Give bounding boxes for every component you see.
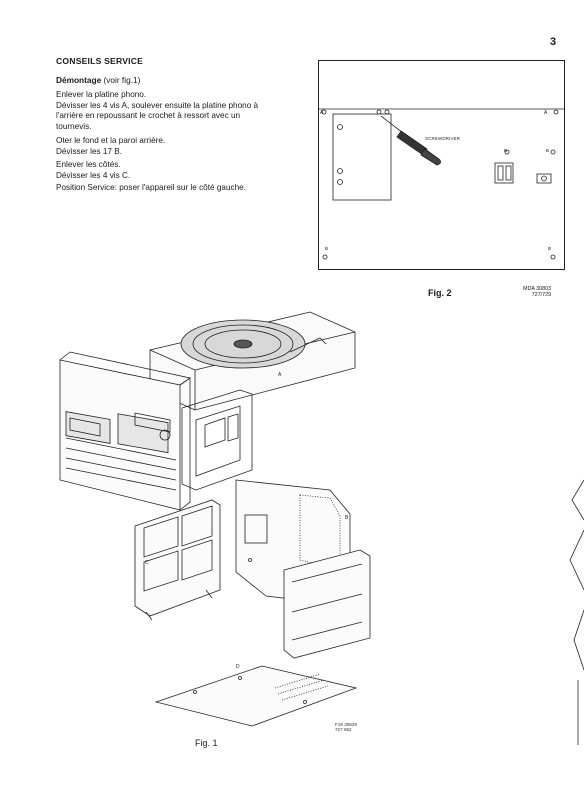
fig2-marker-a-left: A (320, 110, 324, 116)
fig2-marker-a-right: A (544, 110, 548, 116)
text-line: l'arrière en repoussant le crochet à ressort avec un (56, 111, 241, 121)
subheading (56, 75, 140, 85)
fig1-marker-b: B (345, 515, 349, 521)
section-heading: CONSEILS SERVICE (56, 56, 144, 66)
fig1-marker-c: C (145, 560, 149, 566)
fig2-caption: Fig. 2 (428, 288, 452, 298)
page-number: 3 (550, 36, 557, 48)
edge-artwork (568, 470, 584, 750)
fig2-code-line: MDA 30803 (523, 286, 552, 292)
fig2-drawing (319, 61, 564, 269)
fig1-marker-d: D (236, 664, 240, 670)
paragraph-4 (56, 183, 316, 194)
text-line: Dévisser les 4 vis A, soulever ensuite la platine phono à (56, 100, 259, 110)
fig1-code-line: F18 30828 (335, 722, 357, 727)
subheading-bold: Démontage (56, 75, 102, 85)
text-line: Oter le fond et la paroi arrière. (56, 136, 166, 145)
fig2-frame (318, 60, 565, 270)
paragraph-1 (56, 90, 296, 132)
text-line: Dévisser les 17 B. (56, 146, 122, 156)
subheading-rest: (voir fig.1) (101, 75, 141, 85)
text-line: Enlever la platine phono. (56, 90, 147, 99)
fig1-code (335, 722, 357, 732)
fig1-exploded-view (0, 290, 584, 750)
fig1-code-line: 727 652 (335, 727, 352, 733)
fig2-screwdriver-label: SCREWDRIVER (425, 136, 461, 141)
fig2-marker-b-3: B (325, 246, 329, 251)
fig1-caption: Fig. 1 (195, 738, 218, 748)
fig1-marker-a: A (278, 372, 282, 378)
fig2-marker-b-4: B (548, 246, 552, 251)
text-line: Position Service: poser l'appareil sur le côté gauche. (56, 183, 246, 192)
text-line: tournevis. (56, 121, 92, 131)
text-line: Dévisser les 4 vis C. (56, 170, 131, 180)
fig2-code-line: 727/729 (531, 292, 552, 298)
text-line: Enlever les côtés. (56, 160, 121, 169)
paragraph-3 (56, 160, 296, 181)
paragraph-2 (56, 136, 296, 157)
fig2-marker-b-2: B (546, 148, 550, 153)
fig2-marker-b-1: B (504, 148, 508, 153)
